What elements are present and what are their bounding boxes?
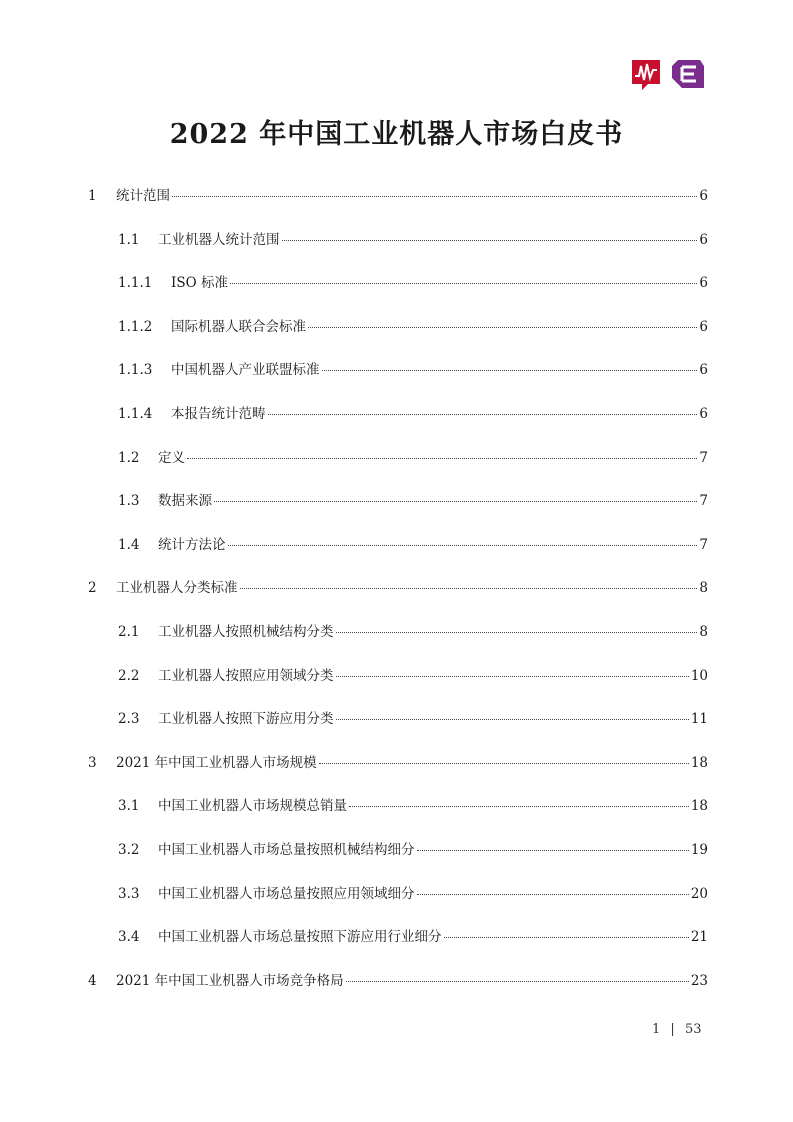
toc-entry-page: 10: [690, 667, 708, 684]
toc-entry[interactable]: [118, 405, 708, 423]
page-footer: [652, 1022, 702, 1037]
toc-entry-title: 工业机器人按照应用领域分类: [158, 667, 334, 684]
toc-entry-page: 7: [699, 536, 708, 553]
toc-dot-leader: [228, 545, 698, 546]
toc-dot-leader: [282, 240, 698, 241]
toc-dot-leader: [187, 458, 697, 459]
toc-entry-number: 1.1.1: [118, 275, 153, 292]
page-separator: |: [670, 1022, 675, 1037]
toc-entry-page: 6: [699, 188, 708, 204]
toc-entry[interactable]: [118, 274, 708, 292]
toc-entry[interactable]: [88, 972, 708, 990]
toc-entry-number: 1.1.3: [118, 362, 153, 379]
toc-entry-title: 中国机器人产业联盟标准: [171, 362, 320, 379]
toc-entry-number: 1.3: [118, 493, 140, 510]
toc-dot-leader: [308, 327, 697, 328]
toc-entry-page: 21: [690, 929, 708, 946]
toc-dot-leader: [240, 588, 698, 589]
toc-entry[interactable]: [118, 449, 708, 467]
toc-dot-leader: [346, 981, 689, 982]
toc-entry-title: 中国工业机器人市场规模总销量: [158, 798, 347, 815]
toc-entry-number: 3.1: [118, 798, 140, 815]
toc-entry-title: 2021 年中国工业机器人市场竞争格局: [116, 972, 344, 989]
toc-entry-page: 7: [699, 449, 708, 466]
toc-entry-page: 23: [690, 972, 708, 989]
toc-entry-number: 1.1.4: [118, 406, 153, 422]
toc-entry[interactable]: [88, 579, 708, 597]
toc-entry[interactable]: [118, 492, 708, 510]
toc-entry-page: 8: [699, 624, 708, 640]
toc-entry-title: 统计方法论: [158, 536, 226, 553]
toc-entry-page: 19: [690, 842, 708, 858]
toc-entry-title: 国际机器人联合会标准: [171, 318, 306, 335]
toc-entry-title: 工业机器人按照机械结构分类: [158, 624, 334, 640]
toc-entry-page: 18: [690, 754, 708, 771]
toc-entry-number: 3: [88, 754, 97, 771]
toc-entry-number: 1.1: [118, 231, 140, 248]
toc-entry[interactable]: [118, 885, 708, 903]
toc-entry[interactable]: [118, 667, 708, 685]
toc-entry-title: 2021 年中国工业机器人市场规模: [116, 754, 317, 771]
toc-entry[interactable]: [118, 928, 708, 946]
toc-dot-leader: [319, 763, 689, 764]
toc-entry-number: 3.3: [118, 885, 140, 902]
toc-entry[interactable]: [88, 754, 708, 772]
toc-entry-page: 6: [699, 318, 708, 335]
toc-entry-page: 6: [699, 275, 708, 292]
toc-entry-number: 3.2: [118, 842, 140, 858]
total-pages: 53: [684, 1022, 702, 1037]
toc-entry-page: 7: [699, 493, 708, 510]
toc-entry-title: 工业机器人按照下游应用分类: [158, 711, 334, 728]
toc-entry-page: 8: [699, 580, 708, 597]
toc-entry[interactable]: [118, 797, 708, 815]
toc-entry[interactable]: [118, 231, 708, 249]
toc-dot-leader: [336, 676, 689, 677]
toc-entry-title: 中国工业机器人市场总量按照应用领域细分: [158, 885, 415, 902]
toc-dot-leader: [172, 196, 697, 197]
toc-entry[interactable]: [118, 318, 708, 336]
toc-entry-title: 定义: [158, 449, 185, 466]
toc-dot-leader: [417, 894, 689, 895]
toc-entry[interactable]: [118, 361, 708, 379]
toc-entry-page: 18: [690, 798, 708, 815]
toc-dot-leader: [214, 501, 697, 502]
toc-entry-number: 2.3: [118, 711, 140, 728]
toc-entry-number: 1.1.2: [118, 318, 153, 335]
toc-entry-number: 2.2: [118, 667, 140, 684]
toc-dot-leader: [417, 850, 689, 851]
toc-entry-page: 6: [699, 231, 708, 248]
toc-entry-number: 2: [88, 580, 97, 597]
toc-entry-title: 统计范围: [116, 188, 170, 204]
toc-entry-title: 工业机器人统计范围: [158, 231, 280, 248]
toc-entry-title: 中国工业机器人市场总量按照机械结构细分: [158, 842, 415, 858]
document-title: 2022 年中国工业机器人市场白皮书: [169, 119, 624, 150]
toc-entry-page: 20: [690, 885, 708, 902]
toc-entry-number: 3.4: [118, 929, 140, 946]
toc-entry-page: 6: [699, 406, 708, 422]
toc-entry[interactable]: [118, 623, 708, 641]
toc-entry-page: 11: [690, 711, 708, 728]
toc-entry-number: 2.1: [118, 624, 140, 640]
toc-dot-leader: [336, 719, 689, 720]
toc-entry-number: 1: [88, 188, 97, 204]
toc-entry-title: 工业机器人分类标准: [116, 580, 238, 597]
toc-dot-leader: [349, 806, 689, 807]
toc-dot-leader: [444, 937, 689, 938]
toc-dot-leader: [322, 370, 698, 371]
toc-entry-number: 4: [88, 972, 97, 989]
toc-dot-leader: [336, 632, 698, 633]
toc-entry-title: 中国工业机器人市场总量按照下游应用行业细分: [158, 929, 442, 946]
toc-dot-leader: [268, 414, 698, 415]
toc-entry[interactable]: [118, 536, 708, 554]
toc-entry[interactable]: [88, 187, 708, 205]
toc-entry-title: ISO 标准: [171, 275, 228, 292]
toc-dot-leader: [230, 283, 697, 284]
toc-entry[interactable]: [118, 710, 708, 728]
toc-entry-title: 数据来源: [158, 493, 212, 510]
toc-entry[interactable]: [118, 841, 708, 859]
toc-entry-number: 1.2: [118, 449, 140, 466]
toc-entry-page: 6: [699, 362, 708, 379]
toc-entry-title: 本报告统计范畴: [171, 406, 266, 422]
toc-entry-number: 1.4: [118, 536, 140, 553]
current-page: 1: [652, 1022, 661, 1037]
